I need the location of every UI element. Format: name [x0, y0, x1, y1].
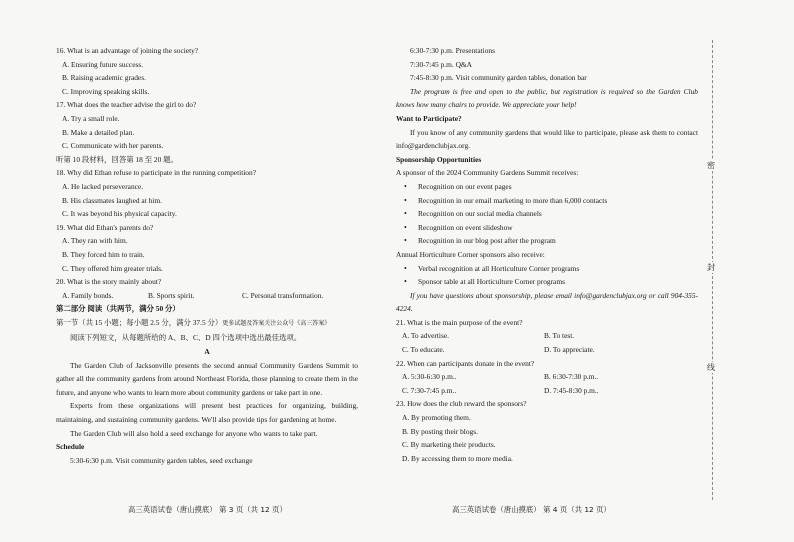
question-21: 21. What is the main purpose of the event?	[396, 317, 523, 327]
schedule-item: 7:30-7:45 p.m. Q&A	[410, 59, 472, 69]
option: C. They offered him greater trials.	[62, 263, 163, 273]
option: A. Try a small role.	[62, 113, 120, 123]
passage-paragraph: Experts from these organizations will present best practices for organizing, building, maintaining, and sustaining community gardens. We'll also provide tips for gardening at home.	[56, 401, 358, 425]
option: C. Communicate with her parents.	[62, 141, 164, 151]
part-heading: 第二部分 阅读（共两节，满分 50 分）	[56, 304, 180, 314]
list-item: • Recognition in our blog post after the program	[404, 236, 556, 246]
options-row: C. To educate. D. To appreciate.	[402, 345, 595, 355]
participate-text: If you know of any community gardens that would like to participate, please ask them to contact info@gardenclubjax.org.	[396, 127, 698, 151]
page-footer-left: 高三英语试卷（唐山摸底） 第 3 页（共 12 页）	[128, 505, 287, 514]
passage-paragraph: The Garden Club will also hold a seed exchange for anyone who wants to take part.	[70, 428, 318, 438]
option: B. They forced him to train.	[62, 249, 145, 259]
option: C. By marketing their products.	[402, 440, 496, 450]
right-column	[396, 44, 698, 465]
options-row: C. 7:30-7:45 p.m.. D. 7:45-8:30 p.m..	[402, 385, 599, 395]
question-18: 18. Why did Ethan refuse to participate in the running competition?	[56, 168, 256, 178]
sponsor-intro: A sponsor of the 2024 Community Gardens Summit receives:	[396, 168, 579, 178]
question-23: 23. How does the club reward the sponsors?	[396, 399, 527, 409]
options-row: A. 5:30-6:30 p.m.. B. 6:30-7:30 p.m..	[402, 372, 599, 382]
option: C. It was beyond his physical capacity.	[62, 209, 177, 219]
list-item: • Recognition on event slideshow	[404, 222, 513, 232]
option: A. By promoting them.	[402, 413, 471, 423]
list-item: • Verbal recognition at all Horticulture Corner programs	[404, 263, 580, 273]
schedule-item: 5:30-6:30 p.m. Visit community garden tables, seed exchange	[70, 455, 253, 465]
listening-instruction: 听第 10 段材料，回答第 18 至 20 题。	[56, 154, 178, 164]
list-item: • Recognition on our event pages	[404, 181, 512, 191]
option: B. His classmates laughed at him.	[62, 195, 162, 205]
passage-paragraph: The Garden Club of Jacksonville presents the second annual Community Gardens Summit to gather all the community gardens from around Northeast Florida, those planning to create them in the future, and anyone who wants to learn more about community gardens or take part in one.	[56, 360, 358, 397]
options-row: A. To advertise. B. To test.	[402, 331, 575, 341]
option: D. By accessing them to more media.	[402, 453, 513, 463]
participate-title: Want to Participate?	[396, 113, 462, 123]
sponsorship-title: Sponsorship Opportunities	[396, 154, 482, 164]
sponsorship-contact: If you have questions about sponsorship, please email info@gardenclubjax.org or call 904-355-4224.	[396, 290, 698, 314]
option: B. Make a detailed plan.	[62, 127, 135, 137]
list-item: • Sponsor table at all Horticulture Corner programs	[404, 277, 565, 287]
question-16: 16. What is an advantage of joining the society?	[56, 46, 199, 55]
list-item: • Recognition in our email marketing to more than 6,000 contacts	[404, 195, 608, 205]
page-footer-right: 高三英语试卷（唐山摸底） 第 4 页（共 12 页）	[452, 505, 611, 514]
schedule-item: 6:30-7:30 p.m. Presentations	[410, 46, 495, 55]
option: C. Personal transformation.	[242, 290, 324, 300]
option: B. By posting their blogs.	[402, 426, 478, 436]
binding-char: 封	[707, 263, 715, 272]
reading-instruction: 阅读下列短文，从每题所给的 A、B、C、D 四个选项中选出最佳选项。	[70, 333, 302, 343]
option: B. Sports spirit.	[148, 290, 195, 300]
option: A. He lacked perseverance.	[62, 181, 144, 191]
option: B. Raising academic grades.	[62, 73, 146, 83]
option: A. Ensuring future success.	[62, 59, 144, 69]
schedule-title: Schedule	[56, 442, 85, 452]
left-column	[56, 44, 358, 467]
list-item: • Recognition on our social media channels	[404, 209, 542, 219]
question-19: 19. What did Ethan's parents do?	[56, 222, 154, 232]
option: C. Improving speaking skills.	[62, 86, 150, 96]
binding-char: 密	[707, 161, 715, 170]
schedule-item: 7:45-8:30 p.m. Visit community garden tables, donation bar	[410, 73, 587, 83]
question-20: 20. What is the story mainly about?	[56, 277, 162, 287]
question-17: 17. What does the teacher advise the girl to do?	[56, 100, 197, 110]
section-heading	[56, 316, 358, 332]
passage-label: A	[204, 347, 210, 357]
options-row	[56, 289, 358, 303]
section-text: 第一节（共 15 小题；每小题 2.5 分，满分 37.5 分）	[56, 317, 223, 327]
option: A. Family bonds.	[62, 290, 114, 300]
watermark-text: 更多试题及答案关注公众号《高三答案》	[222, 320, 331, 327]
horticulture-intro: Annual Horticulture Corner sponsors also receive:	[396, 249, 545, 259]
question-22: 22. When can participants donate in the event?	[396, 358, 535, 368]
binding-char: 线	[707, 363, 715, 372]
registration-note: The program is free and open to the public, but registration is required so the Garden Club knows how many chairs to provide. We appreciate your help!	[396, 86, 698, 110]
option: A. They ran with him.	[62, 236, 128, 246]
